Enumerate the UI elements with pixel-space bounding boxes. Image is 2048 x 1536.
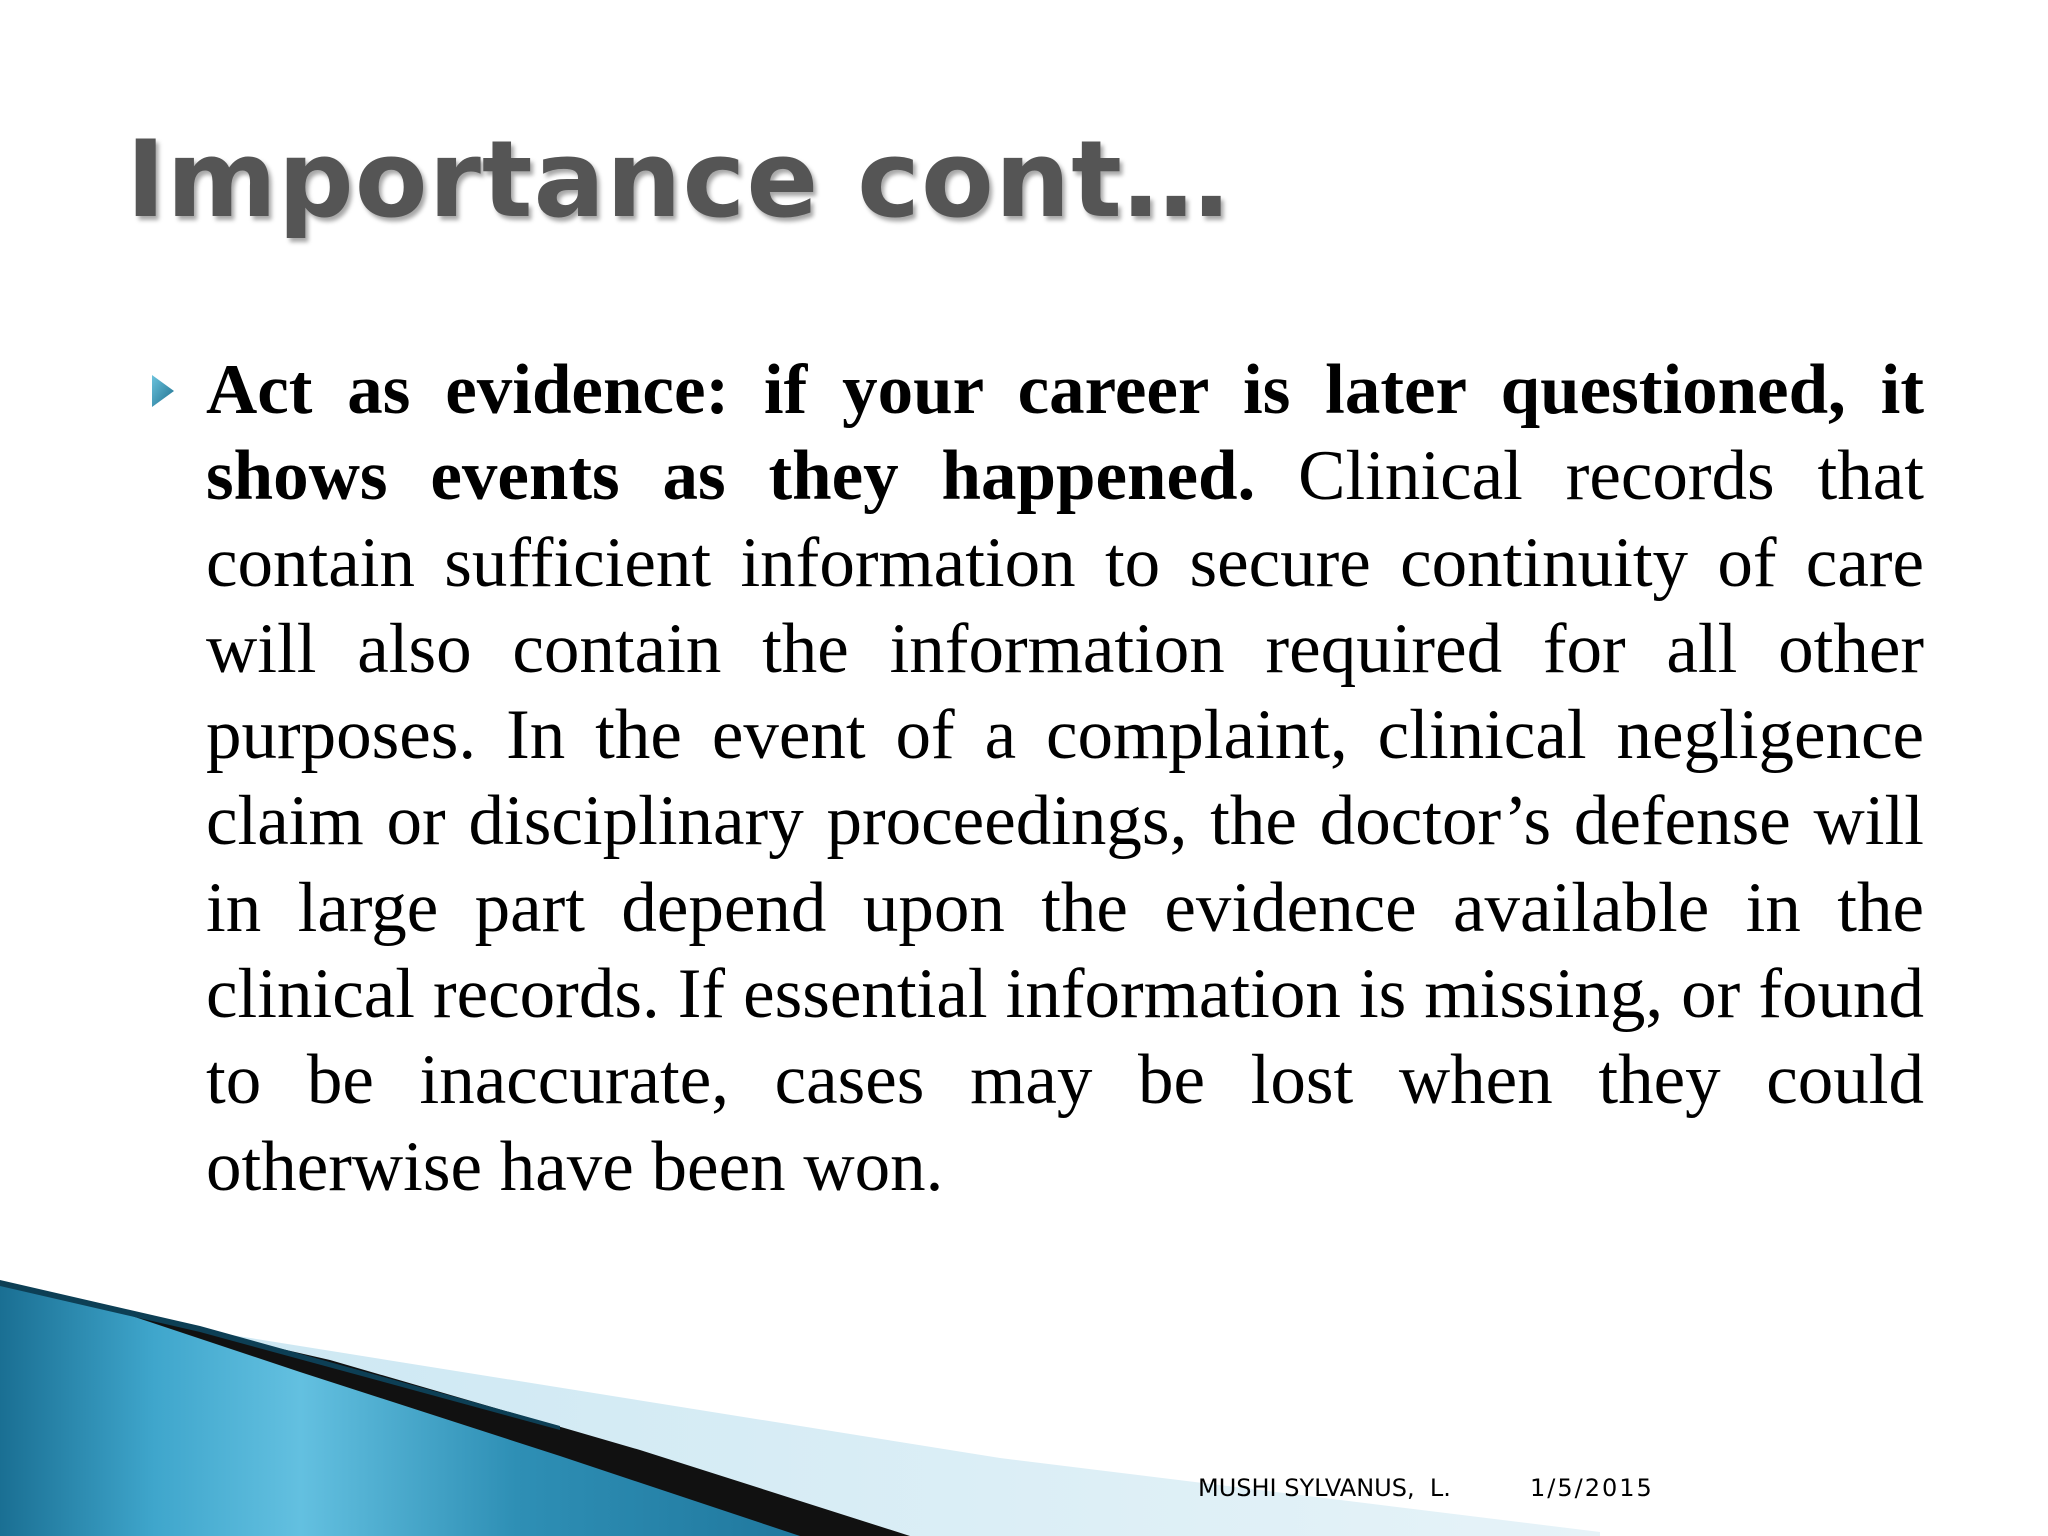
bullet-paragraph	[206, 347, 1924, 1210]
footer-date: 1/5/2015	[1530, 1474, 1654, 1502]
decorative-swoosh	[0, 1280, 2048, 1536]
bullet-regular-text: Clinical records that contain sufficient information to secure continuity of care will also contain the information required for all other purposes. In the event of a complaint, clinical negligence claim or disciplinary proceedings, the doctor’s defense will in large part depend upon the evidence available in the clinical records. If essential information is missing, or found to be inaccurate, cases may be lost when they could otherwise have been won.	[206, 437, 1925, 1206]
footer-author: MUSHI SYLVANUS, L.	[1198, 1474, 1451, 1502]
triangle-bullet-icon	[150, 374, 176, 408]
bullet-bold-text: Act as evidence: if your career is later questioned, it shows events as they happened.	[206, 351, 1924, 516]
slide-title: Importance cont…	[126, 118, 1230, 241]
